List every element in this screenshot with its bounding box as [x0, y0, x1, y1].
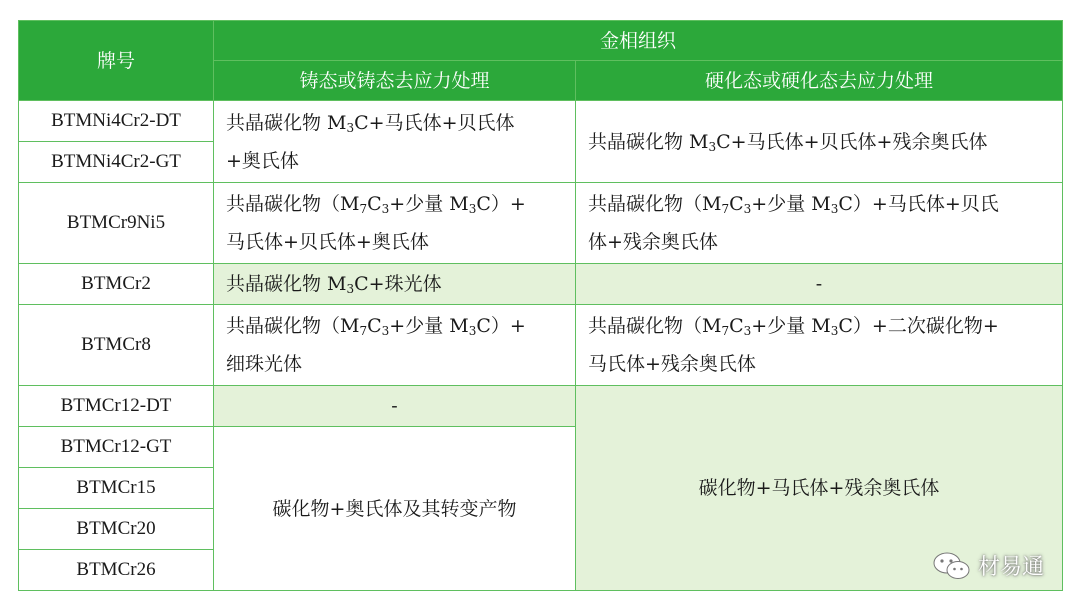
- header-hardened: 硬化态或硬化态去应力处理: [576, 61, 1063, 101]
- hardened-cell: -: [576, 264, 1063, 305]
- as-cast-cell: 共晶碳化物 $M_3C+$马氏体+贝氏体 +奥氏体: [214, 101, 576, 183]
- as-cast-cell: 共晶碳化物（$M_7C_3+$少量 $M_3C)+$ 细珠光体: [214, 305, 576, 386]
- hardened-cell: 碳化物+马氏体+残余奥氏体: [576, 386, 1063, 591]
- grade-cell: BTMNi4Cr2-GT: [19, 142, 214, 183]
- grade-cell: BTMCr8: [19, 305, 214, 386]
- grade-cell: BTMCr20: [19, 509, 214, 550]
- grade-cell: BTMCr9Ni5: [19, 183, 214, 264]
- header-as-cast: 铸态或铸态去应力处理: [214, 61, 576, 101]
- as-cast-cell: 碳化物+奥氏体及其转变产物: [214, 427, 576, 591]
- grade-cell: BTMCr12-DT: [19, 386, 214, 427]
- grade-cell: BTMCr2: [19, 264, 214, 305]
- as-cast-cell: 共晶碳化物 $M_3C+$珠光体: [214, 264, 576, 305]
- metallographic-structure-table: [18, 20, 1063, 591]
- as-cast-cell: 共晶碳化物（$M_7C_3+$少量 $M_3C)+$ 马氏体+贝氏体+奥氏体: [214, 183, 576, 264]
- grade-cell: BTMNi4Cr2-DT: [19, 101, 214, 142]
- header-grade: 牌号: [19, 21, 214, 101]
- grade-cell: BTMCr12-GT: [19, 427, 214, 468]
- header-structure: 金相组织: [214, 21, 1063, 61]
- watermark: [932, 550, 1044, 581]
- hardened-cell: 共晶碳化物 $M_3C+$马氏体+贝氏体+残余奥氏体: [576, 101, 1063, 183]
- hardened-cell: 共晶碳化物（$M_7C_3+$少量 $M_3C)+$二次碳化物+ 马氏体+残余奥氏体: [576, 305, 1063, 386]
- grade-cell: BTMCr26: [19, 550, 214, 591]
- watermark-text: 材易通: [977, 555, 1044, 580]
- wechat-icon: [932, 551, 972, 581]
- as-cast-cell: -: [214, 386, 576, 427]
- hardened-cell: 共晶碳化物（$M_7C_3+$少量 $M_3C)+$马氏体+贝氏 体+残余奥氏体: [576, 183, 1063, 264]
- grade-cell: BTMCr15: [19, 468, 214, 509]
